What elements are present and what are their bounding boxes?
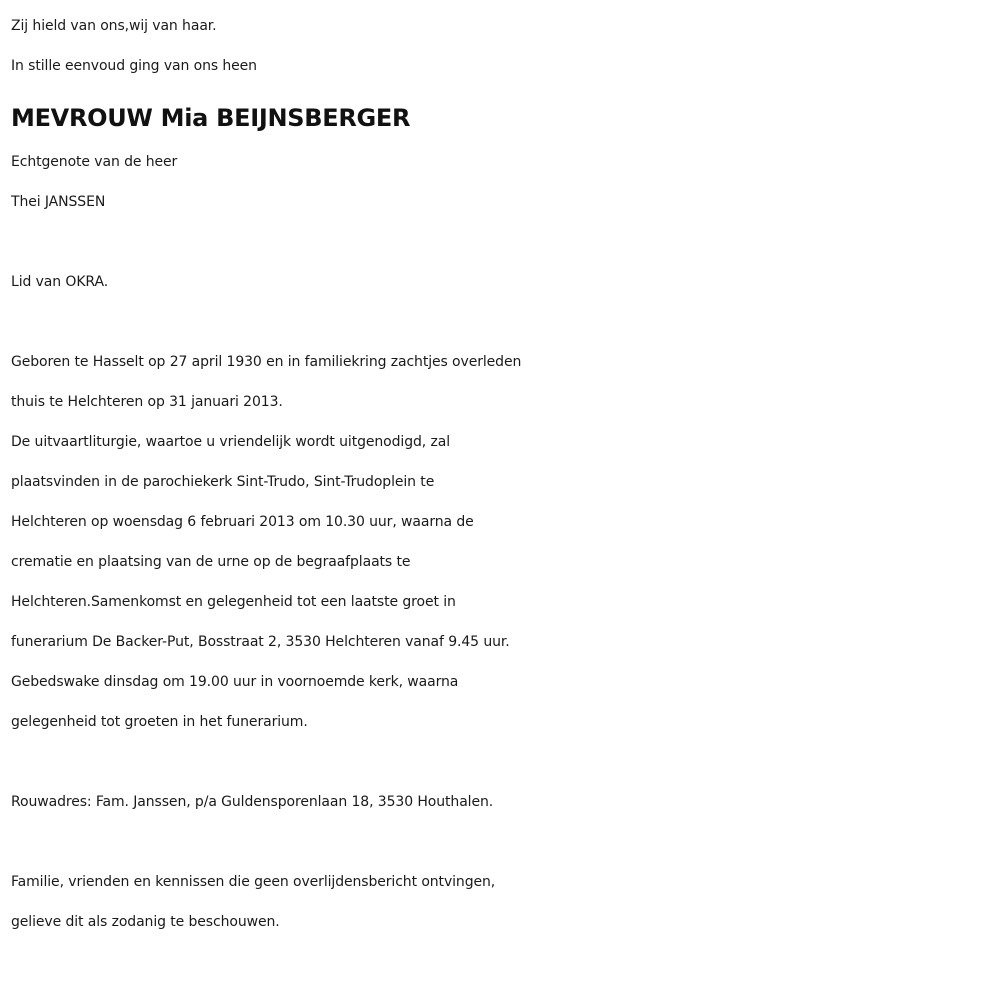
spacer [11,222,996,262]
announcement-line: funerarium De Backer-Put, Bosstraat 2, 3530 Helchteren vanaf 9.45 uur. [11,634,510,650]
announcement-line: crematie en plaatsing van de urne op de begraafplaats te [11,554,411,570]
announcement-line: Gebedswake dinsdag om 19.00 uur in voornoemde kerk, waarna [11,674,459,690]
spacer [11,822,996,862]
spacer [11,302,996,342]
announcement-line: thuis te Helchteren op 31 januari 2013. [11,394,283,410]
name-block [11,86,996,142]
membership-text: Lid van OKRA. [11,274,109,290]
announcement-line: plaatsvinden in de parochiekerk Sint-Trudo, Sint-Trudoplein te [11,474,435,490]
spouse-line-2: Thei JANSSEN [11,194,106,210]
announcement-line: gelegenheid tot groeten in het funerarium. [11,714,308,730]
announcement-line: Helchteren op woensdag 6 februari 2013 om 10.30 uur, waarna de [11,514,474,530]
closing-line-2: gelieve dit als zodanig te beschouwen. [11,914,280,930]
motto-line-2: In stille eenvoud ging van ons heen [11,58,257,74]
spacer [11,742,996,782]
motto-line-1: Zij hield van ons,wij van haar. [11,18,217,34]
announcement-line: De uitvaartliturgie, waartoe u vriendelijk wordt uitgenodigd, zal [11,434,450,450]
closing-line-1: Familie, vrienden en kennissen die geen overlijdensbericht ontvingen, [11,874,496,890]
mourning-address: Rouwadres: Fam. Janssen, p/a Guldensporenlaan 18, 3530 Houthalen. [11,794,494,810]
obituary-notice [11,6,996,942]
spouse-line-1: Echtgenote van de heer [11,154,178,170]
announcement-line: Helchteren.Samenkomst en gelegenheid tot een laatste groet in [11,594,456,610]
deceased-name: MEVROUW Mia BEIJNSBERGER [11,104,411,132]
announcement-paragraph [11,342,996,742]
announcement-line: Geboren te Hasselt op 27 april 1930 en in familiekring zachtjes overleden [11,354,522,370]
